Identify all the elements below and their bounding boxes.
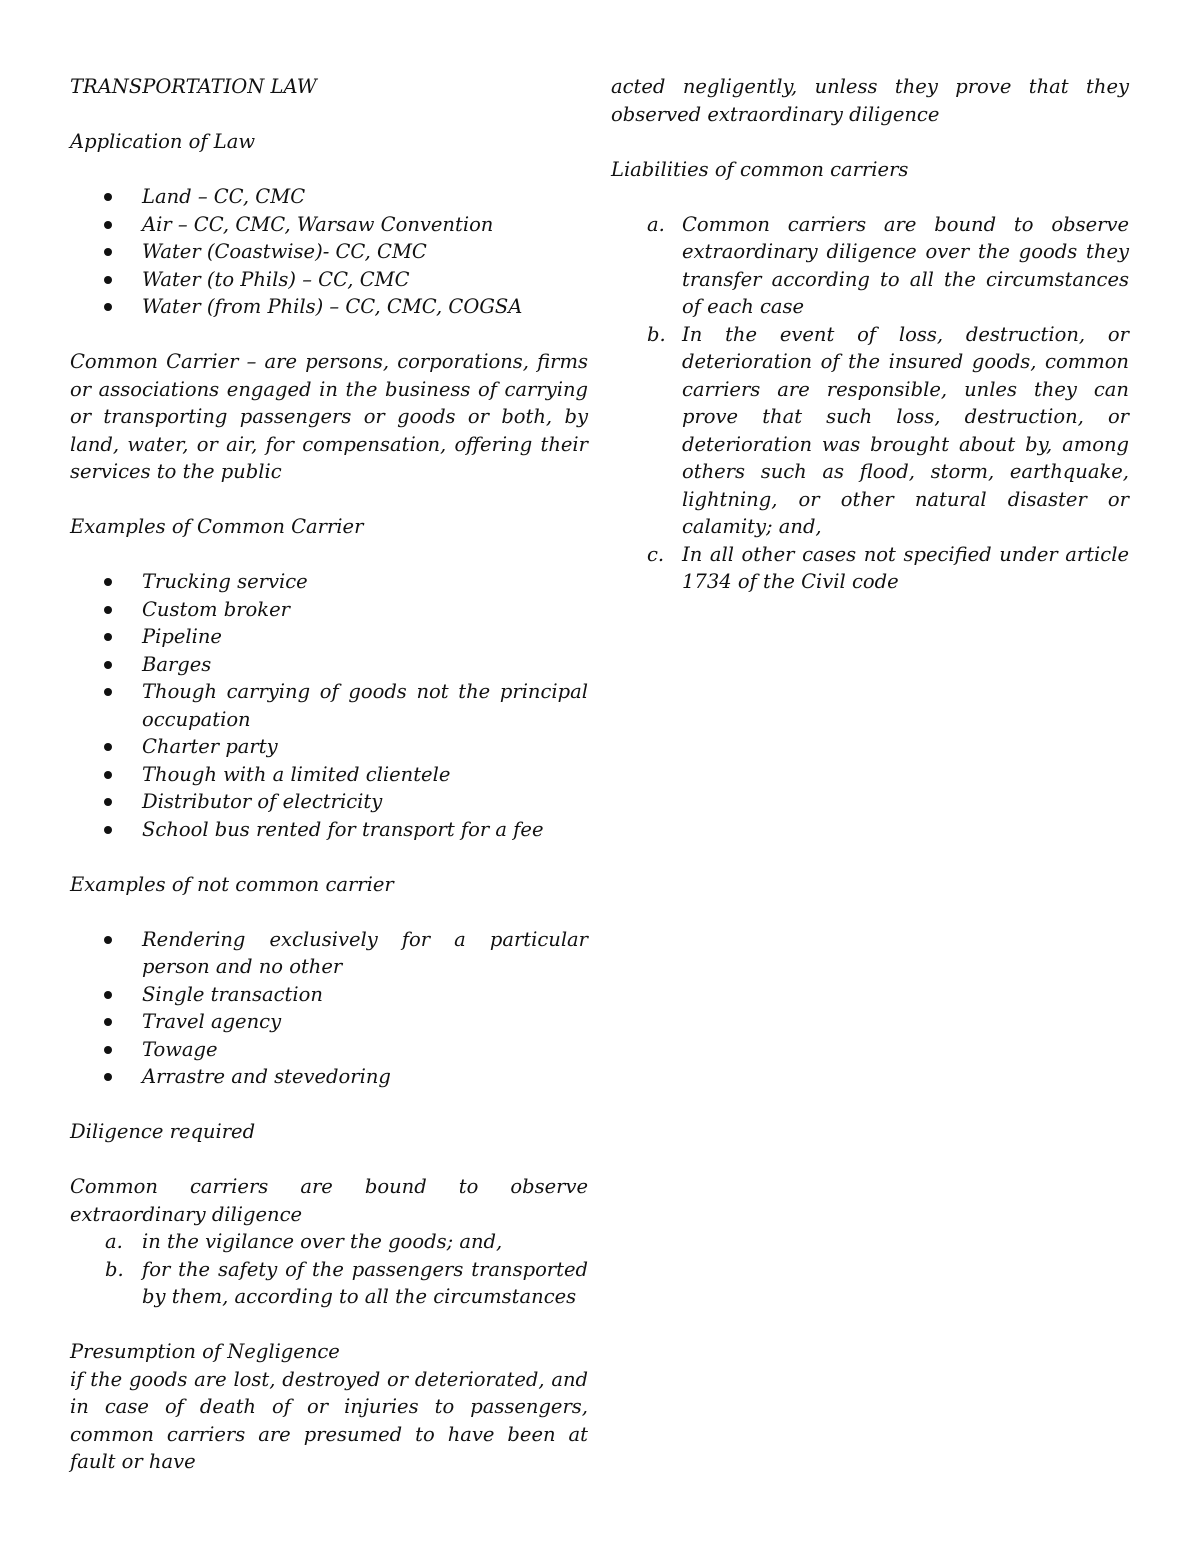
- list-item: a. in the vigilance over the goods; and,: [105, 1230, 503, 1253]
- list-item: Arrastre and stevedoring: [70, 1063, 588, 1091]
- bullet-icon: [104, 221, 112, 229]
- bullet-icon: [104, 798, 112, 806]
- liabilities-list: [611, 211, 1129, 596]
- list-item: Water (Coastwise)- CC, CMC: [70, 238, 588, 266]
- list-item: Travel agency: [70, 1008, 588, 1036]
- list-item: Rendering exclusively for a particular person and no other: [70, 926, 588, 981]
- list-item: Land – CC, CMC: [70, 183, 588, 211]
- bullet-icon: [104, 633, 112, 641]
- presumption-heading: Presumption of Negligence: [70, 1340, 340, 1363]
- bullet-icon: [104, 193, 112, 201]
- bullet-icon: [104, 606, 112, 614]
- document-title: TRANSPORTATION LAW: [70, 75, 317, 98]
- list-item: Pipeline: [70, 623, 588, 651]
- list-item: Charter party: [70, 733, 588, 761]
- bullet-icon: [104, 1018, 112, 1026]
- bullet-icon: [104, 1046, 112, 1054]
- not-examples-heading: Examples of not common carrier: [70, 872, 394, 896]
- bullet-icon: [104, 743, 112, 751]
- bullet-icon: [104, 936, 112, 944]
- bullet-icon: [104, 578, 112, 586]
- presumption-text-part1: if the goods are lost, destroyed or deteriorated, and in case of death of or injuries to passengers, common carriers are presumed to have been at fault or have: [70, 1367, 588, 1473]
- list-item: b. for the safety of the passengers transported by them, according to all the circumstances: [105, 1257, 588, 1308]
- bullet-icon: [104, 248, 112, 256]
- list-item: b. In the event of loss, destruction, or deterioration of the insured goods, common carriers are responsible, unles they can prove that such loss, destruction, or deterioration was brought about by, among others such as flood, storm, earthquake, lightning, or other natural disaster or calamity; and,: [647, 322, 1129, 538]
- list-item: Single transaction: [70, 981, 588, 1009]
- list-item: Barges: [70, 651, 588, 679]
- bullet-icon: [104, 688, 112, 696]
- bullet-icon: [104, 826, 112, 834]
- list-item: Though with a limited clientele: [70, 761, 588, 789]
- diligence-intro: Common carriers are bound to observe extraordinary diligence: [70, 1175, 588, 1226]
- list-item: Though carrying of goods not the principal occupation: [70, 678, 588, 733]
- list-item: Distributor of electricity: [70, 788, 588, 816]
- list-item: Towage: [70, 1036, 588, 1064]
- diligence-heading: Diligence required: [70, 1120, 256, 1143]
- list-item: Air – CC, CMC, Warsaw Convention: [70, 211, 588, 239]
- list-item: Water (from Phils) – CC, CMC, COGSA: [70, 293, 588, 321]
- examples-list: [70, 568, 588, 843]
- list-item: Custom broker: [70, 596, 588, 624]
- application-heading: Application of Law: [70, 130, 256, 153]
- liabilities-heading: Liabilities of common carriers: [611, 157, 909, 181]
- bullet-icon: [104, 661, 112, 669]
- presumption-text-part2: acted negligently, unless they prove that they observed extraordinary diligence: [611, 75, 1129, 126]
- right-column: [611, 73, 1129, 596]
- diligence-list: [70, 1228, 588, 1311]
- not-examples-list: [70, 926, 588, 1091]
- common-carrier-definition: Common Carrier – are persons, corporations, firms or associations engaged in the business of carrying or transporting passengers or goods or both, by land, water, or air, for compensation, offering their services to the public: [70, 350, 588, 483]
- bullet-icon: [104, 303, 112, 311]
- list-item: c. In all other cases not specified under article 1734 of the Civil code: [647, 542, 1129, 593]
- application-list: [70, 183, 588, 321]
- bullet-icon: [104, 276, 112, 284]
- left-column: [70, 73, 588, 1476]
- list-item: a. Common carriers are bound to observe extraordinary diligence over the goods they transfer according to all the circumstances of each case: [647, 212, 1129, 318]
- list-item: School bus rented for transport for a fee: [70, 816, 588, 844]
- bullet-icon: [104, 991, 112, 999]
- list-item: Water (to Phils) – CC, CMC: [70, 266, 588, 294]
- bullet-icon: [104, 771, 112, 779]
- examples-heading: Examples of Common Carrier: [70, 515, 364, 538]
- bullet-icon: [104, 1073, 112, 1081]
- list-item: Trucking service: [70, 568, 588, 596]
